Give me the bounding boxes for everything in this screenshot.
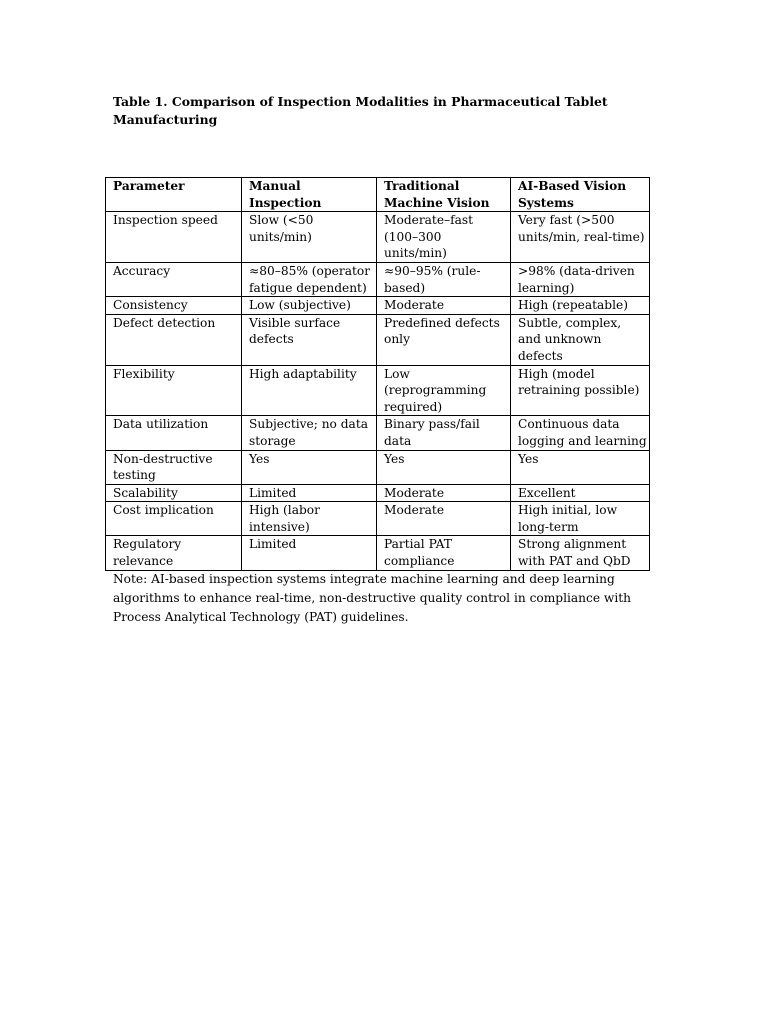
table-row bbox=[106, 484, 650, 502]
cell-manual: High (labor intensive) bbox=[242, 502, 377, 536]
cell-manual: Limited bbox=[242, 536, 377, 570]
table-row bbox=[106, 212, 650, 263]
table-note: Note: AI-based inspection systems integrate machine learning and deep learning algorithms to enhance real-time, non-destructive quality control in compliance with Process Analytical Technology (PAT) guidelines. bbox=[113, 572, 631, 625]
cell-parameter: Inspection speed bbox=[106, 212, 242, 263]
cell-ai: Strong alignment with PAT and QbD bbox=[511, 536, 650, 570]
table-row bbox=[106, 365, 650, 416]
header-ai-based-vision: AI-Based Vision Systems bbox=[511, 178, 650, 212]
table-row bbox=[106, 502, 650, 536]
header-parameter: Parameter bbox=[106, 178, 242, 212]
cell-manual: Slow (<50 units/min) bbox=[242, 212, 377, 263]
table-row bbox=[106, 314, 650, 365]
cell-parameter: Accuracy bbox=[106, 262, 242, 296]
cell-ai: >98% (data-driven learning) bbox=[511, 262, 650, 296]
cell-ai: High initial, low long-term bbox=[511, 502, 650, 536]
cell-traditional: Moderate bbox=[377, 484, 511, 502]
table-row bbox=[106, 450, 650, 484]
cell-traditional: Binary pass/fail data bbox=[377, 416, 511, 450]
cell-traditional: Moderate–fast (100–300 units/min) bbox=[377, 212, 511, 263]
table-row bbox=[106, 536, 650, 570]
cell-parameter: Non-destructive testing bbox=[106, 450, 242, 484]
header-manual-inspection: Manual Inspection bbox=[242, 178, 377, 212]
cell-ai: Subtle, complex, and unknown defects bbox=[511, 314, 650, 365]
cell-traditional: ≈90–95% (rule-based) bbox=[377, 262, 511, 296]
table-row bbox=[106, 262, 650, 296]
cell-parameter: Cost implication bbox=[106, 502, 242, 536]
cell-manual: Subjective; no data storage bbox=[242, 416, 377, 450]
comparison-table bbox=[105, 177, 650, 571]
cell-ai: Yes bbox=[511, 450, 650, 484]
cell-traditional: Low (reprogramming required) bbox=[377, 365, 511, 416]
cell-manual: ≈80–85% (operator fatigue dependent) bbox=[242, 262, 377, 296]
cell-traditional: Moderate bbox=[377, 502, 511, 536]
cell-parameter: Defect detection bbox=[106, 314, 242, 365]
cell-parameter: Scalability bbox=[106, 484, 242, 502]
table-row bbox=[106, 416, 650, 450]
cell-ai: Continuous data logging and learning bbox=[511, 416, 650, 450]
cell-traditional: Predefined defects only bbox=[377, 314, 511, 365]
header-traditional-machine-vision: Traditional Machine Vision bbox=[377, 178, 511, 212]
cell-manual: Limited bbox=[242, 484, 377, 502]
cell-manual: Yes bbox=[242, 450, 377, 484]
cell-ai: Excellent bbox=[511, 484, 650, 502]
cell-parameter: Flexibility bbox=[106, 365, 242, 416]
table-row bbox=[106, 297, 650, 315]
cell-traditional: Yes bbox=[377, 450, 511, 484]
cell-manual: Low (subjective) bbox=[242, 297, 377, 315]
cell-manual: High adaptability bbox=[242, 365, 377, 416]
cell-traditional: Partial PAT compliance bbox=[377, 536, 511, 570]
cell-parameter: Consistency bbox=[106, 297, 242, 315]
table-caption: Table 1. Comparison of Inspection Modalities in Pharmaceutical Tablet Manufacturing bbox=[113, 94, 608, 127]
cell-ai: High (repeatable) bbox=[511, 297, 650, 315]
cell-manual: Visible surface defects bbox=[242, 314, 377, 365]
cell-traditional: Moderate bbox=[377, 297, 511, 315]
table-header-row bbox=[106, 178, 650, 212]
cell-ai: High (model retraining possible) bbox=[511, 365, 650, 416]
cell-parameter: Regulatory relevance bbox=[106, 536, 242, 570]
cell-parameter: Data utilization bbox=[106, 416, 242, 450]
cell-ai: Very fast (>500 units/min, real-time) bbox=[511, 212, 650, 263]
